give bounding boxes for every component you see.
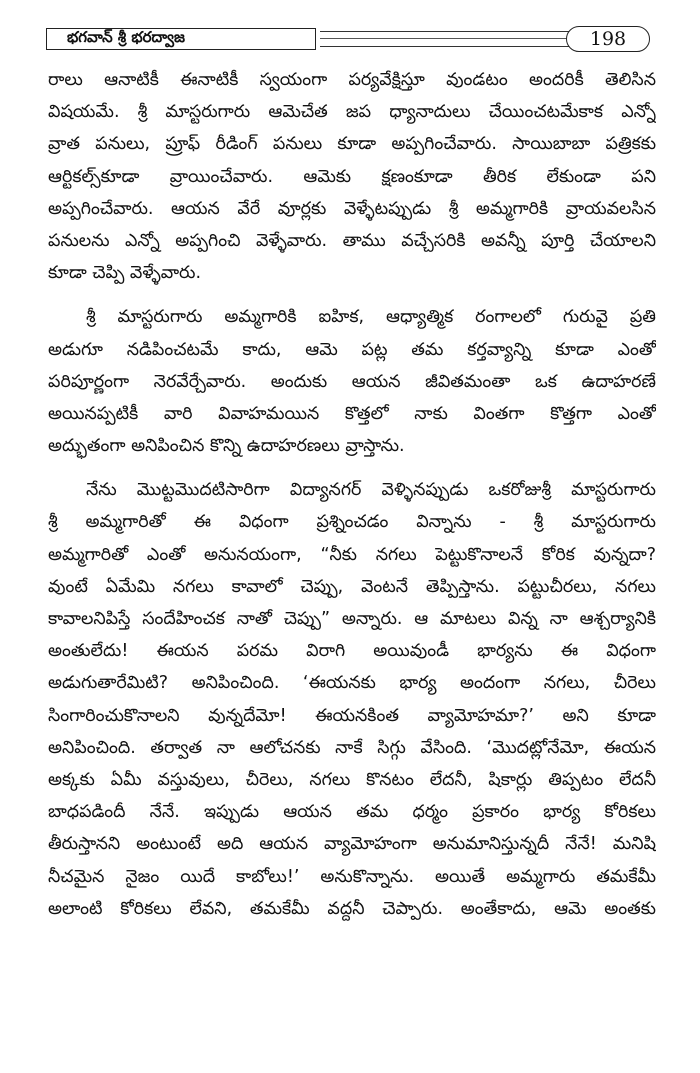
paragraph-1 <box>48 64 656 289</box>
text-line: వ్రాత పనులు, ప్రూఫ్ రీడింగ్ పనులు కూడా అప్పగించేవారు. సాయిబాబా పత్రికకు <box>48 134 656 155</box>
text-line: నీచమైన నైజం యిదే కాబోలు!’ అనుకొన్నాను. అయితే అమ్మగారు తమకేమీ <box>48 866 656 887</box>
text-line: పనులను ఎన్నో అప్పగించి వెళ్ళేవారు. తాము వచ్చేసరికి అవన్నీ పూర్తి చేయాలని <box>48 230 656 251</box>
text-line: తీరుస్తానని అంటుంటే అది ఆయన వ్యామోహంగా అనుమానిస్తున్నదీ నేనే! మనిషి <box>48 834 656 855</box>
text-line: అక్కకు ఏమీ వస్తువులు, చీరెలు, నగలు కొనటం లేదనీ, షికార్లు తిప్పటం లేదనీ <box>48 769 656 790</box>
text-line: అలాంటి కోరికలు లేవని, తమకేమీ వద్దనీ చెప్పారు. అంతేకాదు, ఆమె అంతకు <box>48 898 656 919</box>
text-line: కావాలనిపిస్తే సందేహించక నాతో చెప్పు” అన్నారు. ఆ మాటలు విన్న నా ఆశ్చర్యానికి <box>48 609 656 629</box>
text-line: అప్పగించేవారు. ఆయన వేరే వూర్లకు వెళ్ళేటప్పుడు శ్రీ అమ్మగారికి వ్రాయవలసిన <box>48 198 656 219</box>
text-line: రాలు ఆనాటికీ ఈనాటికీ స్వయంగా పర్యవేక్షిస్తూ వుండటం అందరికీ తెలిసిన <box>48 70 656 90</box>
text-line: కూడా చెప్పి వెళ్ళేవారు. <box>48 263 202 284</box>
paragraph-3 <box>48 474 656 925</box>
running-header <box>46 28 654 54</box>
text-line: బాధపడిందీ నేనే. ఇప్పుడు ఆయన తమ ధర్మం ప్రకారం భార్య కోరికలు <box>48 802 656 823</box>
book-title-box <box>46 28 316 50</box>
book-title: భగవాన్ శ్రీ భరద్వాజ <box>67 28 185 46</box>
text-line: నేను మొట్టమొదటిసారిగా విద్యానగర్ వెళ్ళినప్పుడు ఒకరోజుశ్రీ మాస్టరుగారు <box>86 480 656 501</box>
page-number: 198 <box>566 26 650 52</box>
text-line: సింగారించుకొనాలని వున్నదేమో! ఈయనకింత వ్యామోహమా?’ అని కూడా <box>48 705 656 726</box>
text-line: శ్రీ మాస్టరుగారు అమ్మగారికి ఐహిక, ఆధ్యాత్మిక రంగాలలో గురువై ప్రతి <box>86 307 656 328</box>
text-line: అడుగూ నడిపించటమే కాదు, ఆమె పట్ల తమ కర్తవ్యాన్ని కూడా ఎంతో <box>48 339 656 360</box>
text-line: అమ్మగారితో ఎంతో అనునయంగా, “నీకు నగలు పెట్టుకొనాలనే కోరిక వున్నదా? <box>48 544 656 565</box>
text-line: అంతులేదు! ఈయన పరమ విరాగి అయివుండీ భార్యను ఈ విధంగా <box>48 641 656 662</box>
text-line: విషయమే. శ్రీ మాస్టరుగారు ఆమెచేత జప ధ్యానాదులు చేయించటమేకాక ఎన్నో <box>48 102 656 123</box>
text-line: వుంటే ఏమేమి నగలు కావాలో చెప్పు, వెంటనే తెప్పిస్తాను. పట్టుచీరలు, నగలు <box>48 576 656 597</box>
text-line: అయినప్పటికీ వారి వివాహమయిన కొత్తలో నాకు వింతగా కొత్తగా ఎంతో <box>48 403 656 424</box>
text-line: శ్రీ అమ్మగారితో ఈ విధంగా ప్రశ్నించడం విన్నాను - శ్రీ మాస్టరుగారు <box>48 512 656 533</box>
paragraph-2 <box>48 301 656 462</box>
text-line: ఆర్టికల్స్‌కూడా వ్రాయించేవారు. ఆమెకు క్షణంకూడా తీరిక లేకుండా పని <box>48 166 656 187</box>
page-body <box>48 64 656 937</box>
text-line: అనిపించింది. తర్వాత నా ఆలోచనకు నాకే సిగ్గు వేసింది. ‘మొదట్లోనేమో, ఈయన <box>48 737 656 758</box>
text-line: అద్భుతంగా అనిపించిన కొన్ని ఉదాహరణలు వ్రాస్తాను. <box>48 436 405 457</box>
text-line: పరిపూర్ణంగా నెరవేర్చేవారు. అందుకు ఆయన జీవితమంతా ఒక ఉదాహరణే <box>48 371 656 392</box>
text-line: అడుగుతారేమిటి? అనిపించింది. ‘ఈయనకు భార్య అందంగా నగలు, చీరెలు <box>48 673 656 694</box>
